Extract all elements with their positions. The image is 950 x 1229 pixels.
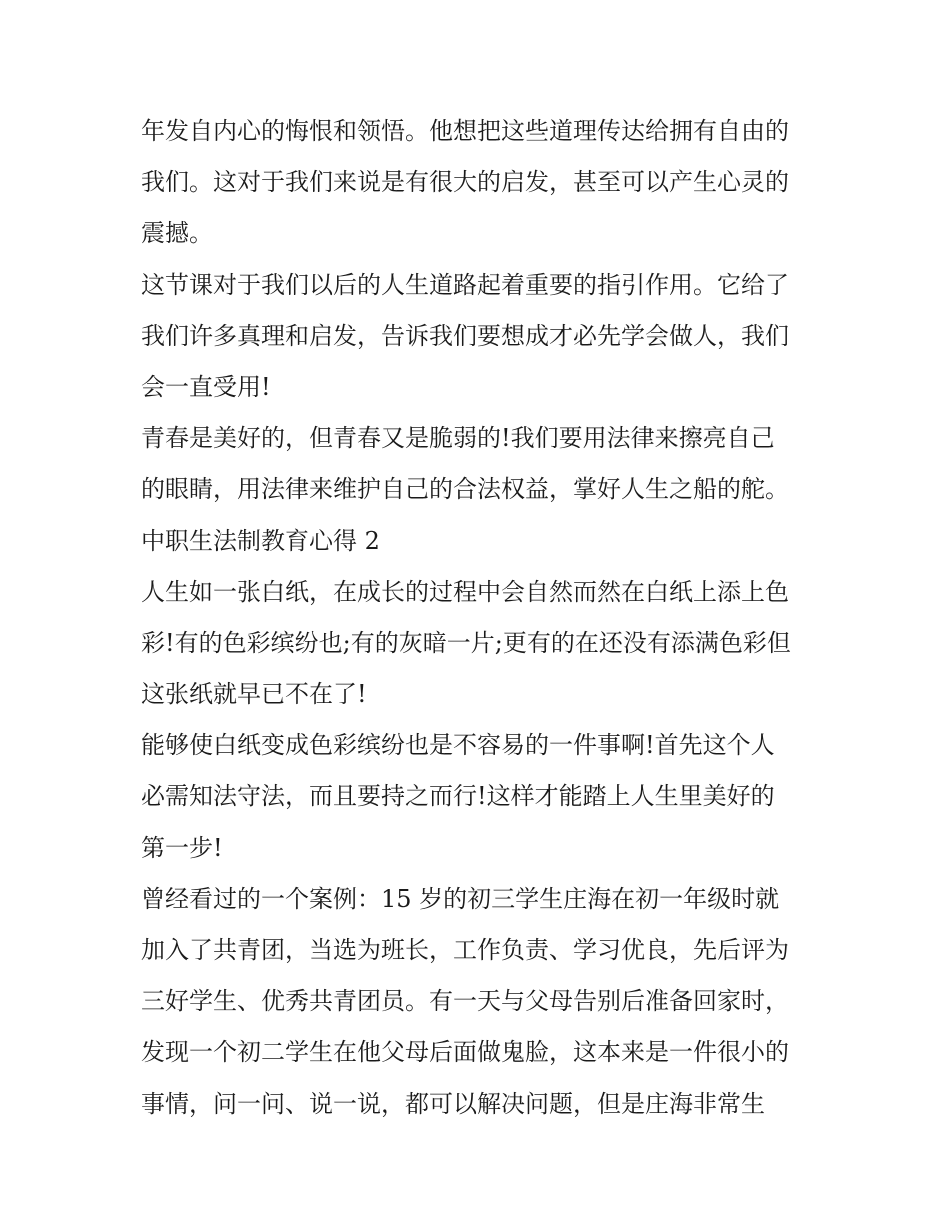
text-line: 彩!有的色彩缤纷也;有的灰暗一片;更有的在还没有添满色彩但 [141,628,791,657]
section-heading: 中职生法制教育心得 2 [141,526,380,555]
text-line: 第一步! [141,833,223,862]
text-line: 这张纸就早已不在了! [141,680,367,709]
text-line: 必需知法守法，而且要持之而行!这样才能踏上人生里美好的 [141,782,775,811]
text-line: 的眼睛，用法律来维护自己的合法权益，掌好人生之船的舵。 [141,475,789,504]
text-line: 我们许多真理和启发，告诉我们要想成才必先学会做人，我们 [141,321,789,350]
text-line: 这节课对于我们以后的人生道路起着重要的指引作用。它给了 [141,270,789,299]
text-line: 三好学生、优秀共青团员。有一天与父母告别后准备回家时， [141,987,789,1016]
text-line: 我们。这对于我们来说是有很大的启发，甚至可以产生心灵的 [141,168,789,197]
text-line: 震撼。 [141,219,213,248]
text-line: 曾经看过的一个案例：15 岁的初三学生庄海在初一年级时就 [141,884,780,913]
text-line: 加入了共青团，当选为班长，工作负责、学习优良，先后评为 [141,936,789,964]
text-line: 事情，问一问、说一说，都可以解决问题，但是庄海非常生 [141,1089,765,1118]
text-line: 会一直受用! [141,372,271,401]
text-line: 青春是美好的，但青春又是脆弱的!我们要用法律来擦亮自己 [141,424,775,453]
document-body [141,106,821,1130]
text-line: 人生如一张白纸，在成长的过程中会自然而然在白纸上添上色 [141,577,789,606]
text-line: 能够使白纸变成色彩缤纷也是不容易的一件事啊!首先这个人 [141,731,775,760]
text-line: 发现一个初二学生在他父母后面做鬼脸，这本来是一件很小的 [141,1038,789,1067]
text-line: 年发自内心的悔恨和领悟。他想把这些道理传达给拥有自由的 [141,117,789,145]
